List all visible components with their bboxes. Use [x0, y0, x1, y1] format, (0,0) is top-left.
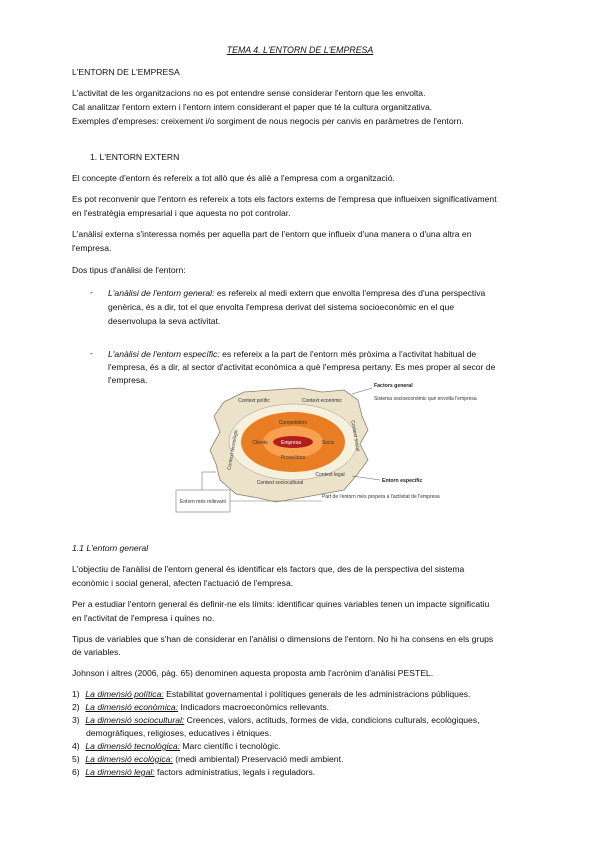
pestel-item-cont: demogràfiques, religioses, educatives i ètniques.	[86, 728, 272, 738]
pestel-number: 3)	[72, 715, 80, 725]
bullet-line	[108, 348, 476, 360]
pestel-item	[72, 766, 315, 778]
bullet-term: L'anàlisi de l'entorn general:	[108, 288, 215, 298]
pestel-text: Estabilitat governamental i polítiques generals de les administracions públiques.	[163, 689, 471, 699]
paragraph-line: en l'activitat de l'empresa i quines no.	[72, 613, 215, 623]
pestel-item	[72, 701, 329, 713]
pestel-text: Creences, valors, actituds, formes de vida, condicions culturals, ecològiques,	[184, 715, 480, 725]
pestel-item	[72, 753, 343, 765]
paragraph: El concepte d'entorn és refereix a tot allò que és aliè a l'empresa com a organització.	[72, 173, 395, 183]
bullet-term: L'anàlisi de l'entorn específic:	[108, 349, 220, 359]
bullet-text: es refereix al medi extern que envolta l'empresa des d'una perspectiva	[214, 288, 486, 298]
pestel-term: La dimensió ecològica:	[85, 754, 173, 764]
paragraph-line: de variables.	[72, 647, 121, 657]
entorn-diagram	[172, 380, 477, 528]
pestel-number: 2)	[72, 702, 80, 712]
page-title: TEMA 4. L'ENTORN DE L'EMPRESA	[226, 45, 374, 55]
pestel-number: 6)	[72, 767, 80, 777]
label-entorn-rellevant: Entorn més rellevant	[180, 499, 226, 505]
pestel-term: La dimensió política:	[85, 689, 164, 699]
paragraph-line: l'empresa.	[72, 243, 112, 253]
bullet-line: genèrica, és a dir, tot el que envolta l'empresa derivat del sistema socioeconòmic en el que	[108, 302, 455, 312]
pestel-item	[72, 714, 479, 726]
label-factors-general: Factors general	[374, 383, 413, 389]
pestel-number: 4)	[72, 741, 80, 751]
label-proveidors: Proveïdors	[280, 455, 306, 461]
paragraph-line: Es pot reconvenir que l'entorn es refereix a tots els factors externs de l'empresa que influeixen significativament	[72, 194, 497, 204]
paragraph-line: L'anàlisi externa s'interessa només per aquella part de l'entorn que influeix d'una manera o d'una altra en	[72, 229, 472, 239]
bullet-line: l'empresa.	[108, 375, 148, 385]
label-context-tecnologic: Context tecnològic	[226, 429, 240, 471]
pestel-number: 5)	[72, 754, 80, 764]
pestel-text: factors administratius, legals i reguladors.	[154, 767, 316, 777]
pointer-line	[352, 476, 380, 480]
heading-entorn: L'ENTORN DE L'EMPRESA	[72, 67, 180, 77]
intro-line: Exemples d'empreses: creixement i/o sorgiment de nous negocis per canvis en paràmetres de l'entorn.	[72, 116, 464, 126]
pestel-text: Marc científic i tecnològic.	[179, 741, 281, 751]
bullet-dash: -	[90, 287, 93, 297]
pestel-term: La dimensió econòmica:	[85, 702, 179, 712]
label-clients: Clients	[252, 440, 268, 446]
entorn-diagram-svg	[172, 380, 477, 528]
pestel-item	[72, 688, 470, 700]
pointer-line	[352, 388, 372, 394]
intro-line: Cal analitzar l'entorn extern i l'entorn intern considerant el paper que té la cultura organitzativa.	[72, 102, 433, 112]
pestel-term: La dimensió tecnològica:	[85, 741, 180, 751]
label-competidors: Competidors	[278, 420, 308, 426]
paragraph: Johnson i altres (2006, pàg. 65) denominen aquesta proposta amb l'acrònim d'anàlisi PESTEL.	[72, 668, 434, 678]
label-context-social: Context social	[349, 419, 361, 452]
bullet-text: es refereix a la part de l'entorn més pròxima a l'activitat habitual de	[219, 349, 477, 359]
label-context-economic: Context econòmic	[301, 398, 343, 404]
bullet-line	[108, 287, 485, 299]
subsection-heading-entorn-general: 1.1 L'entorn general	[72, 543, 149, 553]
label-sistema-socio: Sistema socioeconòmic que envolta l'empresa	[374, 396, 477, 402]
paragraph: Dos tipus d'anàlisi de l'entorn:	[72, 265, 186, 275]
label-context-politic: Context polític	[238, 398, 270, 404]
paragraph-line: Per a estudiar l'entorn general és definir-ne els límits: identificar quines variables tenen un impacte significatiu	[72, 599, 490, 609]
pestel-text: Indicadors macroeconòmics rellevants.	[178, 702, 330, 712]
paragraph-line: Tipus de variables que s'han de considerar en l'anàlisi o dimensions de l'entorn. No hi ha consens en els grups	[72, 634, 494, 644]
pointer-line	[202, 472, 216, 490]
section-heading-entorn-extern: 1. L'ENTORN EXTERN	[90, 152, 180, 162]
bullet-dash: -	[90, 348, 93, 358]
pestel-text: (medi ambiental) Preservació medi ambient.	[172, 754, 344, 764]
paragraph-line: L'objectiu de l'anàlisi de l'entorn general és identificar els factors que, des de la perspectiva del sistema	[72, 564, 465, 574]
pestel-term: La dimensió legal:	[85, 767, 155, 777]
label-context-legal: Context legal	[315, 472, 345, 478]
bullet-line: l'empresa, és a dir, al sector d'activitat econòmica a què l'empresa pertany. Es mes proper al secor de	[108, 362, 496, 372]
pestel-term: La dimensió sociocultural:	[85, 715, 185, 725]
intro-line: L'activitat de les organitzacions no es pot entendre sense considerar l'entorn que les envolta.	[72, 88, 426, 98]
bullet-line: desenvolupa la seva activitat.	[108, 316, 221, 326]
label-part-entorn: Part de l'entorn més propera a l'activitat de l'empresa	[322, 494, 440, 500]
label-socis: Socis	[321, 440, 335, 446]
pestel-number: 1)	[72, 689, 80, 699]
label-entorn-especific: Entorn específic	[382, 478, 423, 484]
paragraph-line: en l'estratègia empresarial i que aquesta no pot controlar.	[72, 208, 291, 218]
paragraph-line: econòmic i social general, afecten l'actuació de l'empresa.	[72, 578, 294, 588]
label-context-sociocultural: Context sociocultural	[256, 480, 304, 486]
pestel-item	[72, 740, 281, 752]
label-empresa: Empresa	[280, 440, 302, 446]
